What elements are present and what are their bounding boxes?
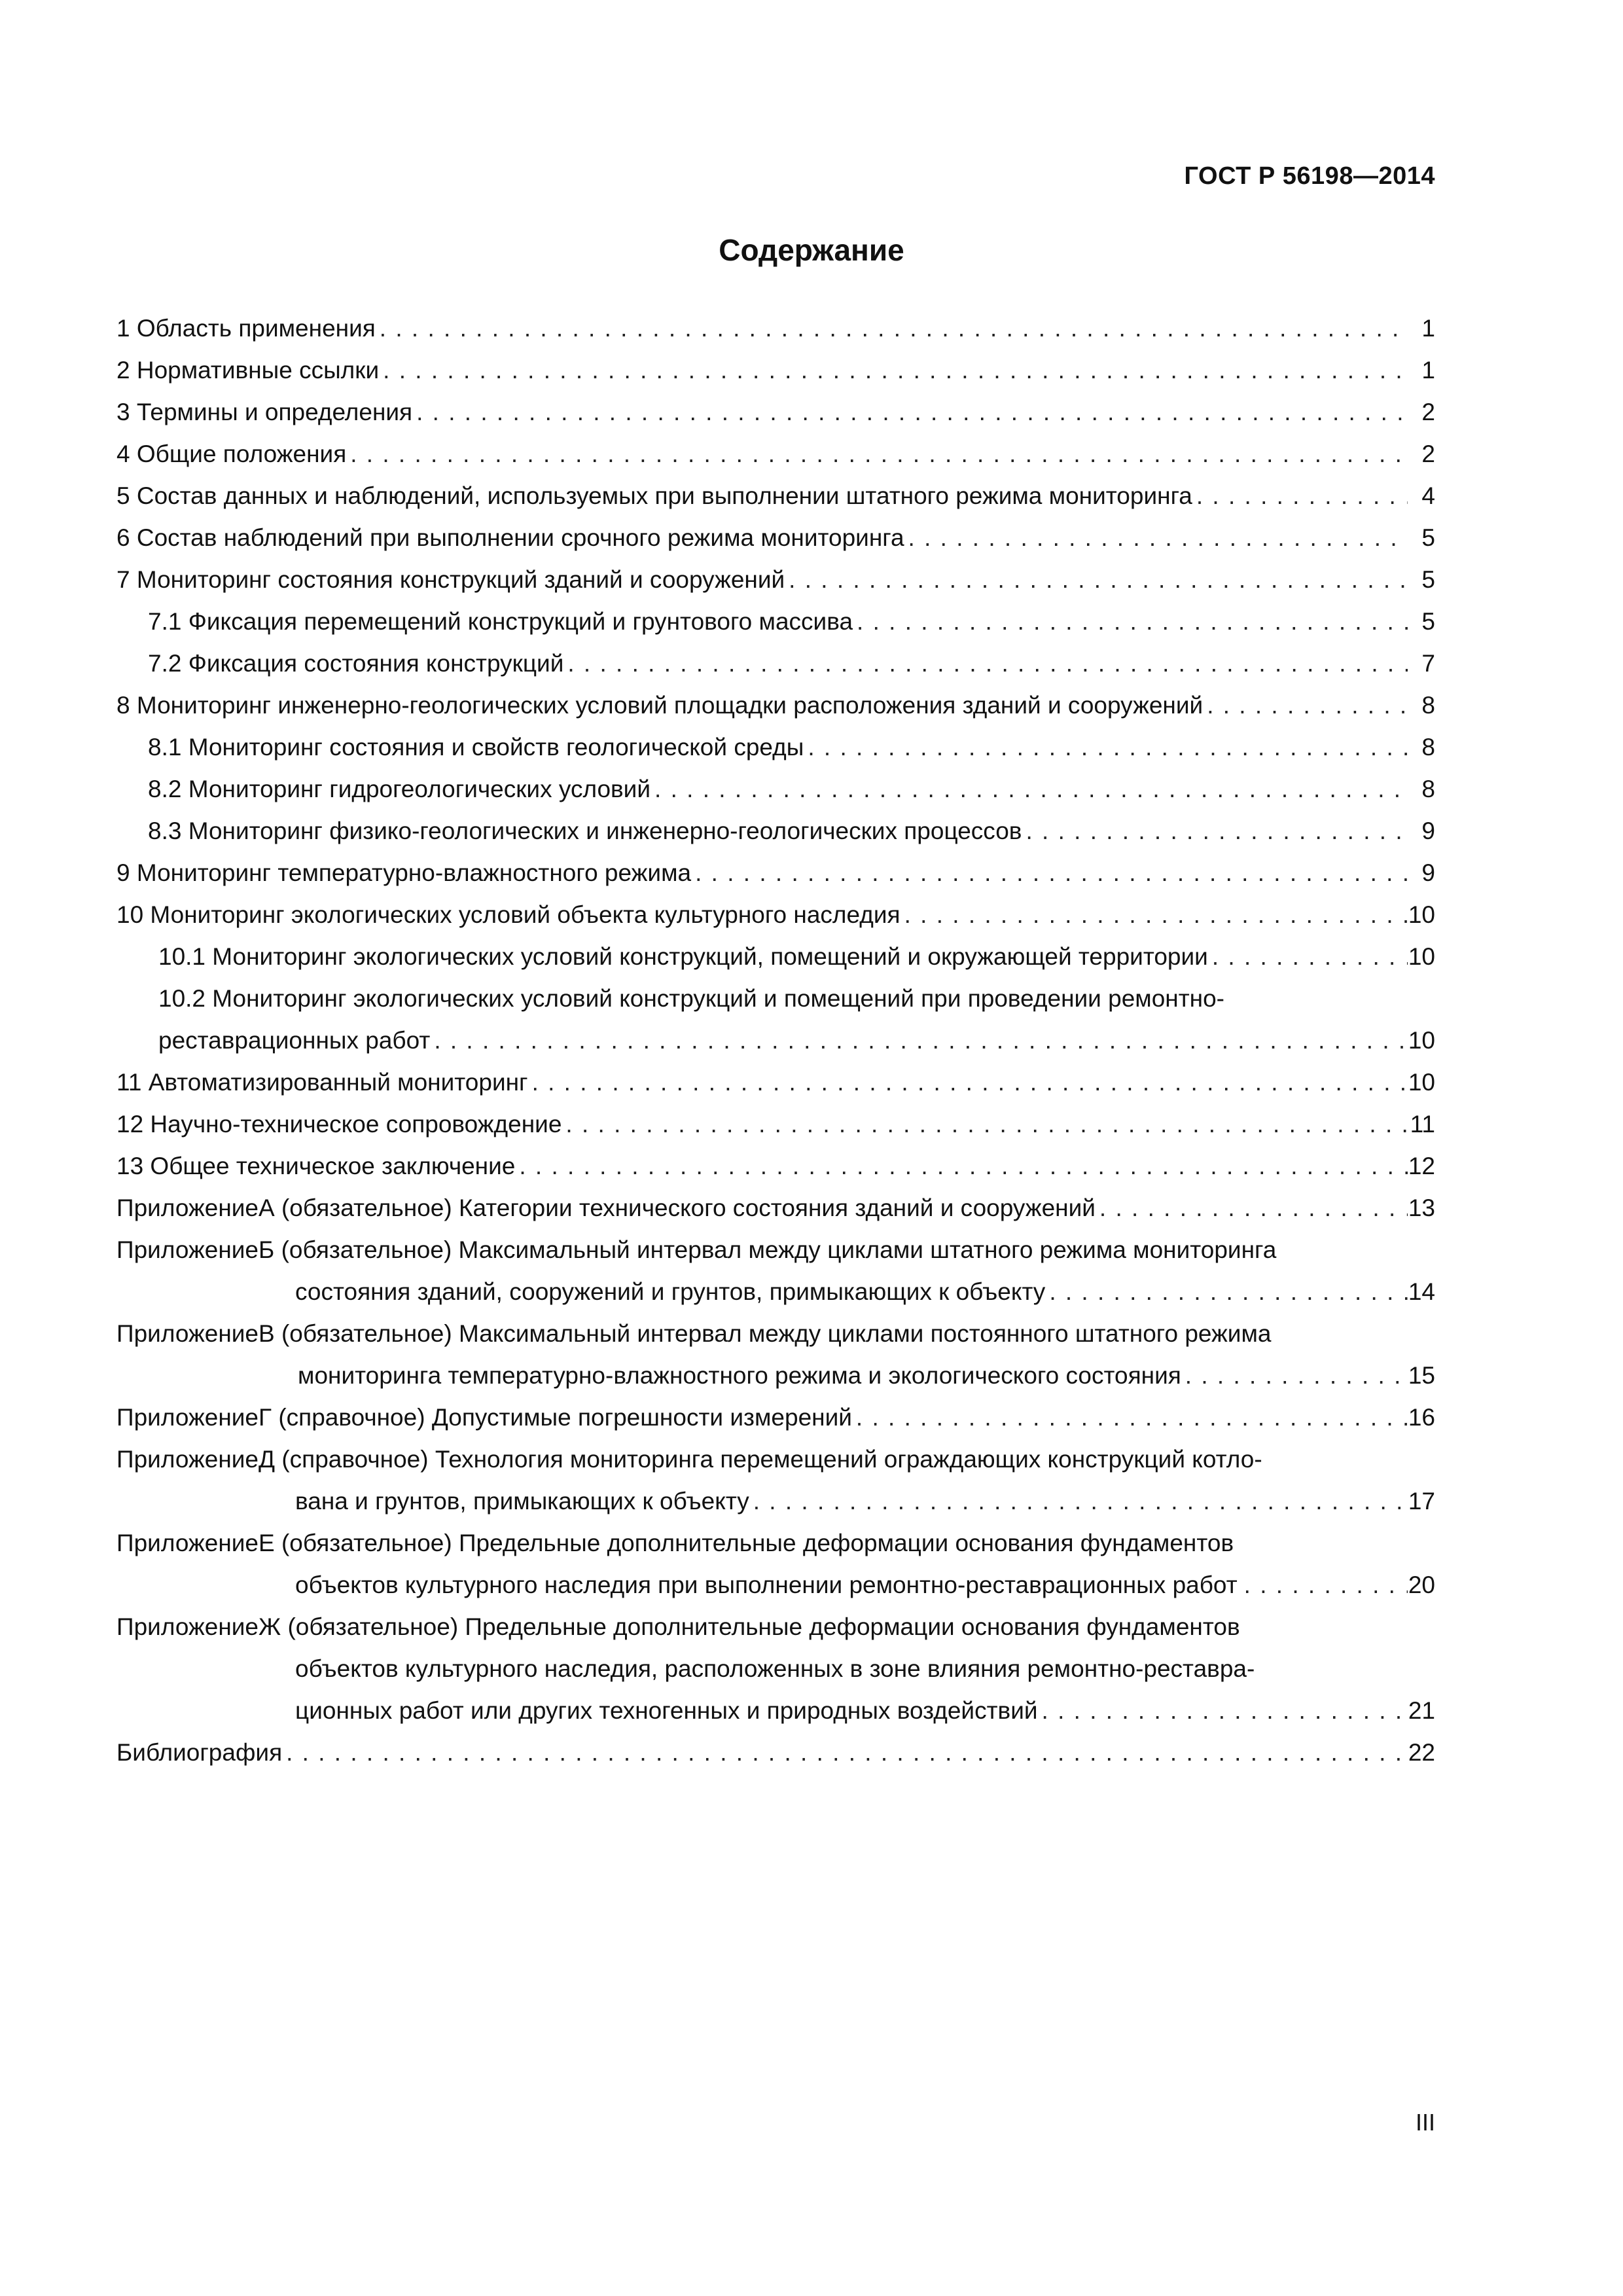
toc-entry-8[interactable] xyxy=(116,685,1435,726)
toc-entry-2[interactable] xyxy=(116,350,1435,391)
toc-entry-page: 14 xyxy=(1408,1278,1435,1305)
toc-entry-text-continued: объектов культурного наследия при выполнении ремонтно-реставрационных работ xyxy=(295,1571,1238,1598)
toc-entry-page: 11 xyxy=(1410,1111,1435,1138)
toc-entry-9[interactable] xyxy=(116,852,1435,894)
dot-leader xyxy=(1038,1690,1408,1732)
standard-number: ГОСТ Р 56198—2014 xyxy=(1184,162,1435,190)
dot-leader xyxy=(901,894,1408,936)
toc-entry-12[interactable] xyxy=(116,1103,1435,1145)
dot-leader xyxy=(1192,475,1408,517)
appendix-label: Приложение xyxy=(116,1613,259,1640)
dot-leader xyxy=(853,601,1408,643)
toc-entry-text: Е (обязательное) Предельные дополнительные деформации основания фундаментов xyxy=(259,1530,1234,1556)
toc-entry-text: 13 Общее техническое заключение xyxy=(116,1153,516,1179)
toc-entry-page: 5 xyxy=(1421,566,1435,593)
toc-entry-7-1[interactable] xyxy=(116,601,1435,643)
toc-entry-text: Б (обязательное) Максимальный интервал между циклами штатного режима мониторинга xyxy=(259,1236,1277,1263)
dot-leader xyxy=(563,643,1408,685)
dot-leader xyxy=(430,1020,1408,1062)
dot-leader xyxy=(1022,810,1408,852)
dot-leader xyxy=(904,517,1408,559)
appendix-label: Приложение xyxy=(116,1446,259,1473)
toc-entry-text: 7 Мониторинг состояния конструкций зданий и сооружений xyxy=(116,566,785,593)
toc-entry-page: 8 xyxy=(1421,692,1435,719)
toc-entry-text: А (обязательное) Категории технического состояния зданий и сооружений xyxy=(259,1194,1096,1221)
page-title: Содержание xyxy=(719,233,904,267)
toc-entry-page: 16 xyxy=(1408,1404,1435,1431)
toc-entry-page: 10 xyxy=(1408,1069,1435,1096)
toc-entry-text: Ж (обязательное) Предельные дополнительные деформации основания фундаментов xyxy=(259,1613,1240,1640)
toc-entry-text: 8.1 Мониторинг состояния и свойств геологической среды xyxy=(148,734,804,761)
dot-leader xyxy=(852,1397,1408,1439)
toc-entry-text: 10.2 Мониторинг экологических условий конструкций и помещений при проведении ремонтно- xyxy=(158,985,1224,1012)
toc-entry-page: 2 xyxy=(1421,440,1435,467)
toc-entry-text: 6 Состав наблюдений при выполнении срочного режима мониторинга xyxy=(116,524,904,551)
toc-entry-text-continued: объектов культурного наследия, расположенных в зоне влияния ремонтно-реставра- xyxy=(295,1655,1255,1682)
appendix-label: Приложение xyxy=(116,1320,259,1347)
toc-entry-text: В (обязательное) Максимальный интервал между циклами постоянного штатного режима xyxy=(259,1320,1272,1347)
dot-leader xyxy=(1181,1355,1408,1397)
toc-entry-page: 1 xyxy=(1421,357,1435,384)
toc-entry-text: 11 Автоматизированный мониторинг xyxy=(116,1069,528,1096)
dot-leader xyxy=(691,852,1408,894)
toc-entry-text: 10 Мониторинг экологических условий объекта культурного наследия xyxy=(116,901,901,928)
toc-entry-text: 8 Мониторинг инженерно-геологических условий площадки расположения зданий и сооружений xyxy=(116,692,1204,719)
dot-leader xyxy=(749,1480,1408,1522)
toc-entry-page: 10 xyxy=(1408,901,1435,928)
toc-entry-page: 13 xyxy=(1408,1194,1435,1221)
toc-entry-6[interactable] xyxy=(116,517,1435,559)
dot-leader xyxy=(562,1103,1408,1145)
toc-entry-text-continued: состояния зданий, сооружений и грунтов, примыкающих к объекту xyxy=(295,1278,1046,1305)
dot-leader xyxy=(282,1732,1408,1774)
toc-entry-text: 2 Нормативные ссылки xyxy=(116,357,380,384)
toc-entry-page: 9 xyxy=(1421,859,1435,886)
dot-leader xyxy=(1208,936,1408,978)
dot-leader xyxy=(1096,1187,1408,1229)
toc-entry-text-continued: мониторинга температурно-влажностного режима и экологического состояния xyxy=(298,1362,1181,1389)
toc-entry-page: 5 xyxy=(1421,524,1435,551)
dot-leader xyxy=(1045,1271,1408,1313)
toc-entry-page: 20 xyxy=(1408,1571,1435,1598)
toc-entry-3[interactable] xyxy=(116,391,1435,433)
toc-entry-text: Д (справочное) Технология мониторинга перемещений ограждающих конструкций котло- xyxy=(259,1446,1262,1473)
toc-appendix-a[interactable] xyxy=(116,1187,1435,1229)
toc-entry-text: 4 Общие положения xyxy=(116,440,347,467)
toc-entry-page: 9 xyxy=(1421,817,1435,844)
toc-entry-10[interactable] xyxy=(116,894,1435,936)
toc-entry-8-1[interactable] xyxy=(116,726,1435,768)
dot-leader xyxy=(515,1145,1408,1187)
toc-entry-7-2[interactable] xyxy=(116,643,1435,685)
toc-entry-text: 9 Мониторинг температурно-влажностного режима xyxy=(116,859,692,886)
dot-leader xyxy=(528,1062,1408,1103)
toc-appendix-b[interactable] xyxy=(116,1229,1435,1313)
toc-entry-page: 10 xyxy=(1408,943,1435,970)
toc-appendix-e[interactable] xyxy=(116,1522,1435,1606)
toc-appendix-g[interactable] xyxy=(116,1397,1435,1439)
toc-entry-page: 8 xyxy=(1421,734,1435,761)
toc-appendix-d[interactable] xyxy=(116,1439,1435,1522)
toc-entry-page: 10 xyxy=(1408,1027,1435,1054)
table-of-contents xyxy=(116,308,1435,1774)
toc-entry-text-continued: вана и грунтов, примыкающих к объекту xyxy=(295,1488,749,1515)
toc-entry-7[interactable] xyxy=(116,559,1435,601)
toc-entry-page: 4 xyxy=(1421,482,1435,509)
dot-leader xyxy=(804,726,1408,768)
toc-entry-page: 2 xyxy=(1421,399,1435,425)
toc-entry-11[interactable] xyxy=(116,1062,1435,1103)
toc-entry-page: 7 xyxy=(1421,650,1435,677)
dot-leader xyxy=(651,768,1408,810)
toc-entry-page: 12 xyxy=(1408,1153,1435,1179)
toc-entry-text: 3 Термины и определения xyxy=(116,399,413,425)
toc-entry-text: 10.1 Мониторинг экологических условий конструкций, помещений и окружающей территории xyxy=(158,943,1208,970)
dot-leader xyxy=(1203,685,1408,726)
toc-entry-page: 1 xyxy=(1421,315,1435,342)
dot-leader xyxy=(1238,1564,1408,1606)
toc-entry-text: Библиография xyxy=(116,1739,283,1766)
toc-entry-8-3[interactable] xyxy=(116,810,1435,852)
toc-entry-text: 5 Состав данных и наблюдений, используемых при выполнении штатного режима мониторинга xyxy=(116,482,1192,509)
toc-entry-text: Г (справочное) Допустимые погрешности измерений xyxy=(259,1404,852,1431)
toc-entry-page: 17 xyxy=(1408,1488,1435,1515)
toc-entry-text: 12 Научно-техническое сопровождение xyxy=(116,1111,562,1138)
toc-appendix-zh[interactable] xyxy=(116,1606,1435,1732)
dot-leader xyxy=(379,350,1408,391)
toc-entry-page: 15 xyxy=(1408,1362,1435,1389)
toc-entry-4[interactable] xyxy=(116,433,1435,475)
dot-leader xyxy=(346,433,1408,475)
toc-entry-bibliography[interactable] xyxy=(116,1732,1435,1774)
toc-entry-text-continued: реставрационных работ xyxy=(158,1027,431,1054)
toc-entry-text: 7.1 Фиксация перемещений конструкций и грунтового массива xyxy=(148,608,853,635)
toc-entry-text: 1 Область применения xyxy=(116,315,376,342)
appendix-label: Приложение xyxy=(116,1194,259,1221)
toc-entry-5[interactable] xyxy=(116,475,1435,517)
toc-entry-text: 8.2 Мониторинг гидрогеологических условий xyxy=(148,776,651,802)
appendix-label: Приложение xyxy=(116,1530,259,1556)
toc-entry-1[interactable] xyxy=(116,308,1435,350)
toc-appendix-v[interactable] xyxy=(116,1313,1435,1397)
toc-entry-13[interactable] xyxy=(116,1145,1435,1187)
dot-leader xyxy=(412,391,1408,433)
toc-entry-text: 7.2 Фиксация состояния конструкций xyxy=(148,650,564,677)
toc-entry-10-1[interactable] xyxy=(116,936,1435,978)
toc-entry-page: 22 xyxy=(1408,1739,1435,1766)
toc-entry-text: 8.3 Мониторинг физико-геологических и инженерно-геологических процессов xyxy=(148,817,1022,844)
appendix-label: Приложение xyxy=(116,1236,259,1263)
toc-entry-text-continued: ционных работ или других техногенных и природных воздействий xyxy=(295,1697,1038,1724)
toc-entry-10-2[interactable] xyxy=(116,978,1435,1062)
dot-leader xyxy=(785,559,1408,601)
toc-entry-page: 21 xyxy=(1408,1697,1435,1724)
appendix-label: Приложение xyxy=(116,1404,259,1431)
dot-leader xyxy=(376,308,1408,350)
page-number: III xyxy=(1415,2109,1435,2136)
toc-entry-8-2[interactable] xyxy=(116,768,1435,810)
toc-entry-page: 8 xyxy=(1421,776,1435,802)
toc-entry-page: 5 xyxy=(1421,608,1435,635)
